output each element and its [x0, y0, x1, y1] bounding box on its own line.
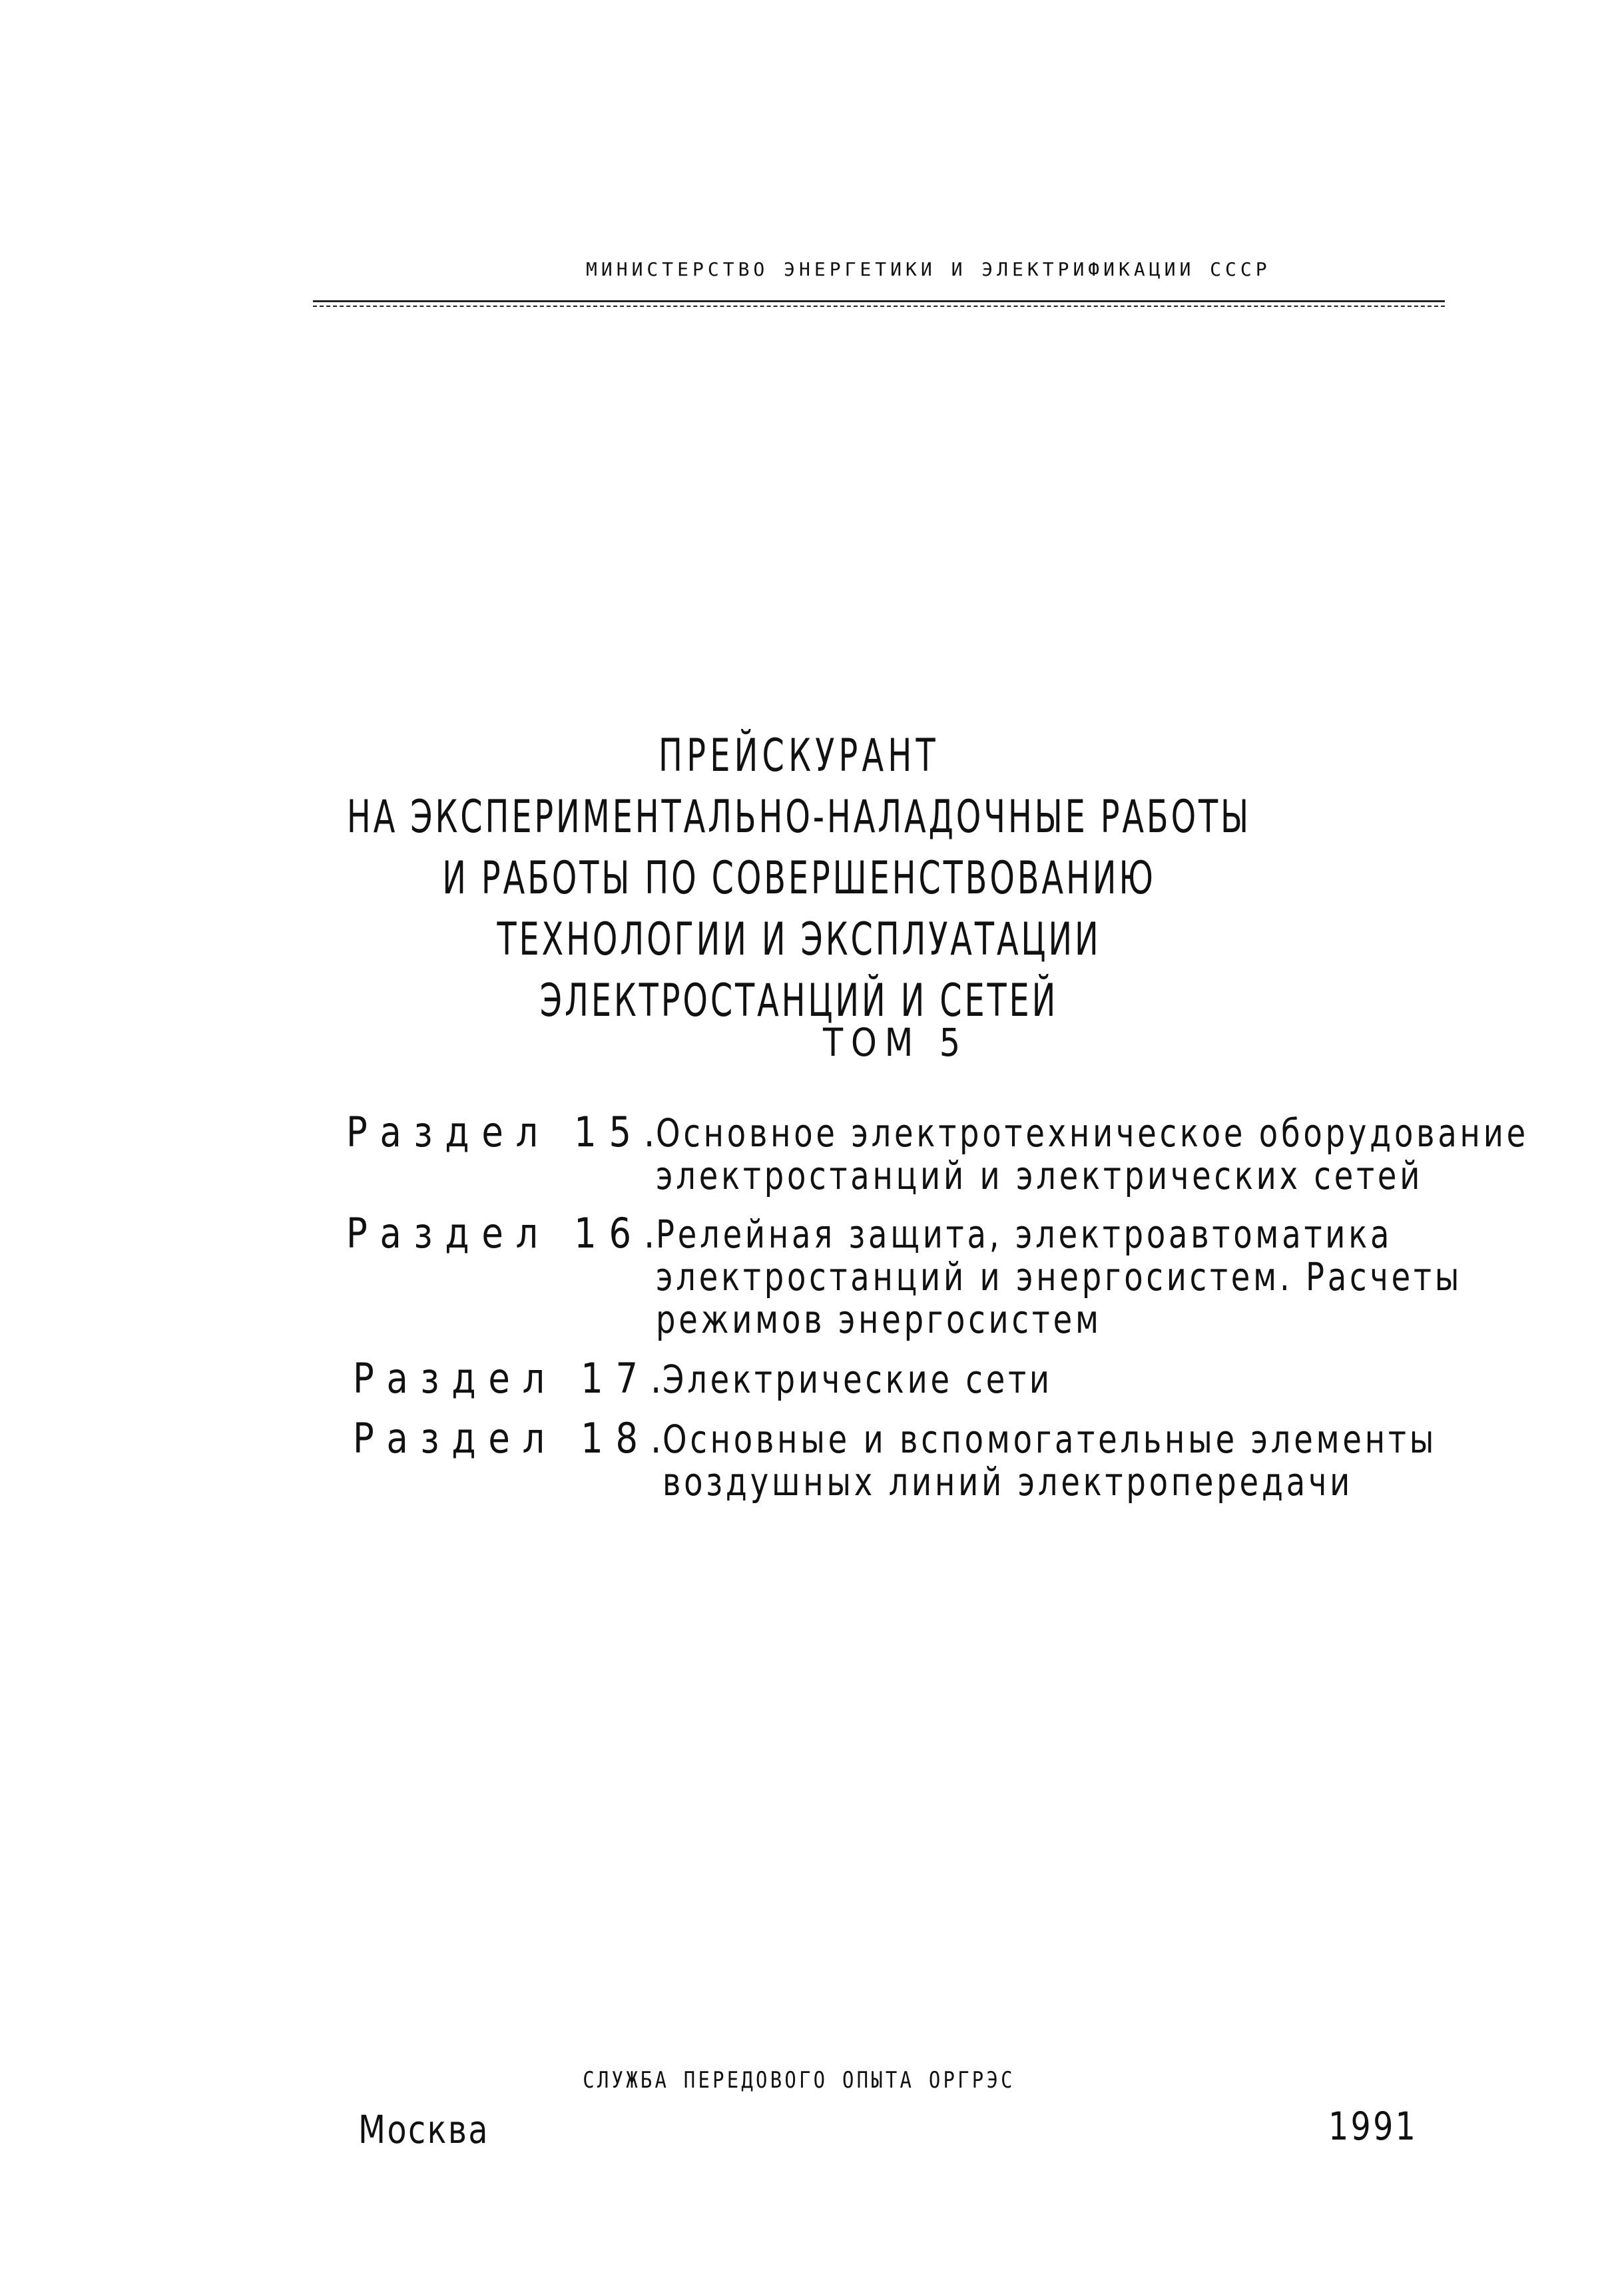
title-line: НА ЭКСПЕРИМЕНТАЛЬНО-НАЛАДОЧНЫЕ РАБОТЫ: [346, 791, 1252, 843]
volume-label: ТОМ 5: [823, 1020, 968, 1065]
section-line: Релейная защита, электроавтоматика: [656, 1212, 1393, 1257]
section-line: Основные и вспомогательные элементы: [663, 1417, 1438, 1462]
title-line: ЭЛЕКТРОСТАНЦИЙ И СЕТЕЙ: [539, 975, 1059, 1027]
section-label: Раздел 17.: [353, 1354, 674, 1403]
section-line: воздушных линий электропередачи: [663, 1459, 1354, 1504]
section-label: Раздел 15.: [346, 1108, 668, 1156]
title-line: ПРЕЙСКУРАНТ: [659, 730, 939, 782]
section-line: электростанций и электрических сетей: [656, 1153, 1424, 1198]
section-description: [656, 1213, 1462, 1341]
section-description: [663, 1358, 1053, 1401]
section-line: электростанций и энергосистем. Расчеты: [656, 1254, 1463, 1299]
title-line: ТЕХНОЛОГИИ И ЭКСПЛУАТАЦИИ: [497, 913, 1101, 966]
section-description: [656, 1112, 1529, 1197]
header-rule-dashed: [313, 306, 1445, 307]
header-rule: [313, 300, 1445, 302]
section-line: Электрические сети: [663, 1357, 1053, 1402]
section-line: режимов энергосистем: [656, 1297, 1102, 1342]
section-label: Раздел 16.: [346, 1209, 668, 1258]
title-line: И РАБОТЫ ПО СОВЕРШЕНСТВОВАНИЮ: [442, 852, 1156, 905]
section-description: [663, 1418, 1437, 1503]
section-line: Основное электротехническое оборудование: [656, 1110, 1529, 1156]
publication-city: Москва: [358, 2107, 489, 2152]
section-label: Раздел 18.: [353, 1414, 674, 1463]
document-title: [0, 726, 1598, 1032]
publisher-service: СЛУЖБА ПЕРЕДОВОГО ОПЫТА ОРГРЭС: [583, 2067, 1015, 2094]
publication-year: 1991: [1328, 2104, 1418, 2149]
ministry-header: МИНИСТЕРСТВО ЭНЕРГЕТИКИ И ЭЛЕКТРИФИКАЦИИ СССР: [586, 258, 1271, 280]
